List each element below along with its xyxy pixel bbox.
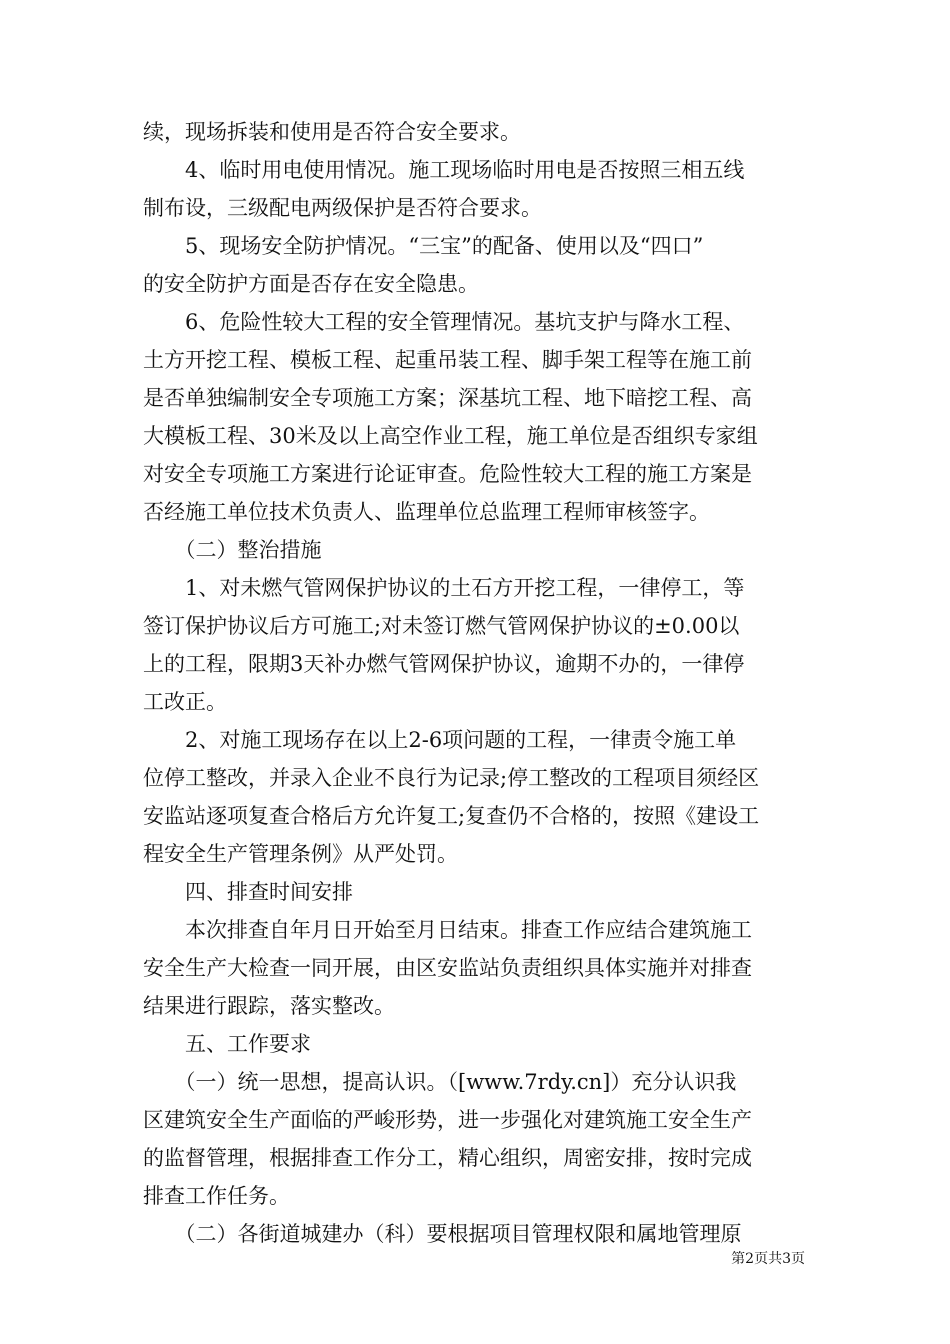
body-text-line: 程安全生产管理条例》从严处罚。 — [143, 842, 458, 866]
body-text-line: （一）统一思想，提高认识。（[www.7rdy.cn]）充分认识我 — [143, 1070, 737, 1094]
body-text-line: 工改正。 — [143, 690, 227, 714]
body-text-line: 1、对未燃气管网保护协议的土石方开挖工程，一律停工，等 — [143, 576, 745, 600]
body-text-line: 签订保护协议后方可施工;对未签订燃气管网保护协议的±0.00以 — [143, 614, 740, 638]
body-text-line: 上的工程，限期3天补办燃气管网保护协议，逾期不办的，一律停 — [143, 652, 745, 676]
body-text-line: 本次排查自年月日开始至月日结束。排查工作应结合建筑施工 — [143, 918, 752, 942]
body-text-line: 大模板工程、30米及以上高空作业工程，施工单位是否组织专家组 — [143, 424, 758, 448]
body-text-line: 续，现场拆装和使用是否符合安全要求。 — [143, 120, 521, 144]
body-text-line: 4、临时用电使用情况。施工现场临时用电是否按照三相五线 — [143, 158, 745, 182]
body-text-line: 结果进行跟踪，落实整改。 — [143, 994, 395, 1018]
body-text-line: 对安全专项施工方案进行论证审查。危险性较大工程的施工方案是 — [143, 462, 752, 486]
section-heading: 五、工作要求 — [143, 1032, 311, 1056]
page-number-footer: 第2页共3页 — [731, 1251, 805, 1267]
body-text-line: 排查工作任务。 — [143, 1184, 290, 1208]
body-text-line: 安全生产大检查一同开展，由区安监站负责组织具体实施并对排查 — [143, 956, 752, 980]
body-text-line: 5、现场安全防护情况。“三宝”的配备、使用以及“四口” — [143, 234, 704, 258]
body-text-line: 位停工整改，并录入企业不良行为记录;停工整改的工程项目须经区 — [143, 766, 760, 790]
body-text-line: 6、危险性较大工程的安全管理情况。基坑支护与降水工程、 — [143, 310, 745, 334]
body-text-line: 是否单独编制安全专项施工方案；深基坑工程、地下暗挖工程、高 — [143, 386, 752, 410]
section-heading: （二）整治措施 — [143, 538, 322, 562]
body-text-line: 制布设，三级配电两级保护是否符合要求。 — [143, 196, 542, 220]
body-text-line: 安监站逐项复查合格后方允许复工;复查仍不合格的，按照《建设工 — [143, 804, 760, 828]
body-text-line: 的安全防护方面是否存在安全隐患。 — [143, 272, 479, 296]
body-text-line: 2、对施工现场存在以上2-6项问题的工程，一律责令施工单 — [143, 728, 737, 752]
body-text-line: 土方开挖工程、模板工程、起重吊装工程、脚手架工程等在施工前 — [143, 348, 752, 372]
body-text-line: 否经施工单位技术负责人、监理单位总监理工程师审核签字。 — [143, 500, 710, 524]
body-text-line: 区建筑安全生产面临的严峻形势，进一步强化对建筑施工安全生产 — [143, 1108, 752, 1132]
body-text-line: （二）各街道城建办（科）要根据项目管理权限和属地管理原 — [143, 1222, 742, 1246]
section-heading: 四、排查时间安排 — [143, 880, 353, 904]
body-text-line: 的监督管理，根据排查工作分工，精心组织，周密安排，按时完成 — [143, 1146, 752, 1170]
